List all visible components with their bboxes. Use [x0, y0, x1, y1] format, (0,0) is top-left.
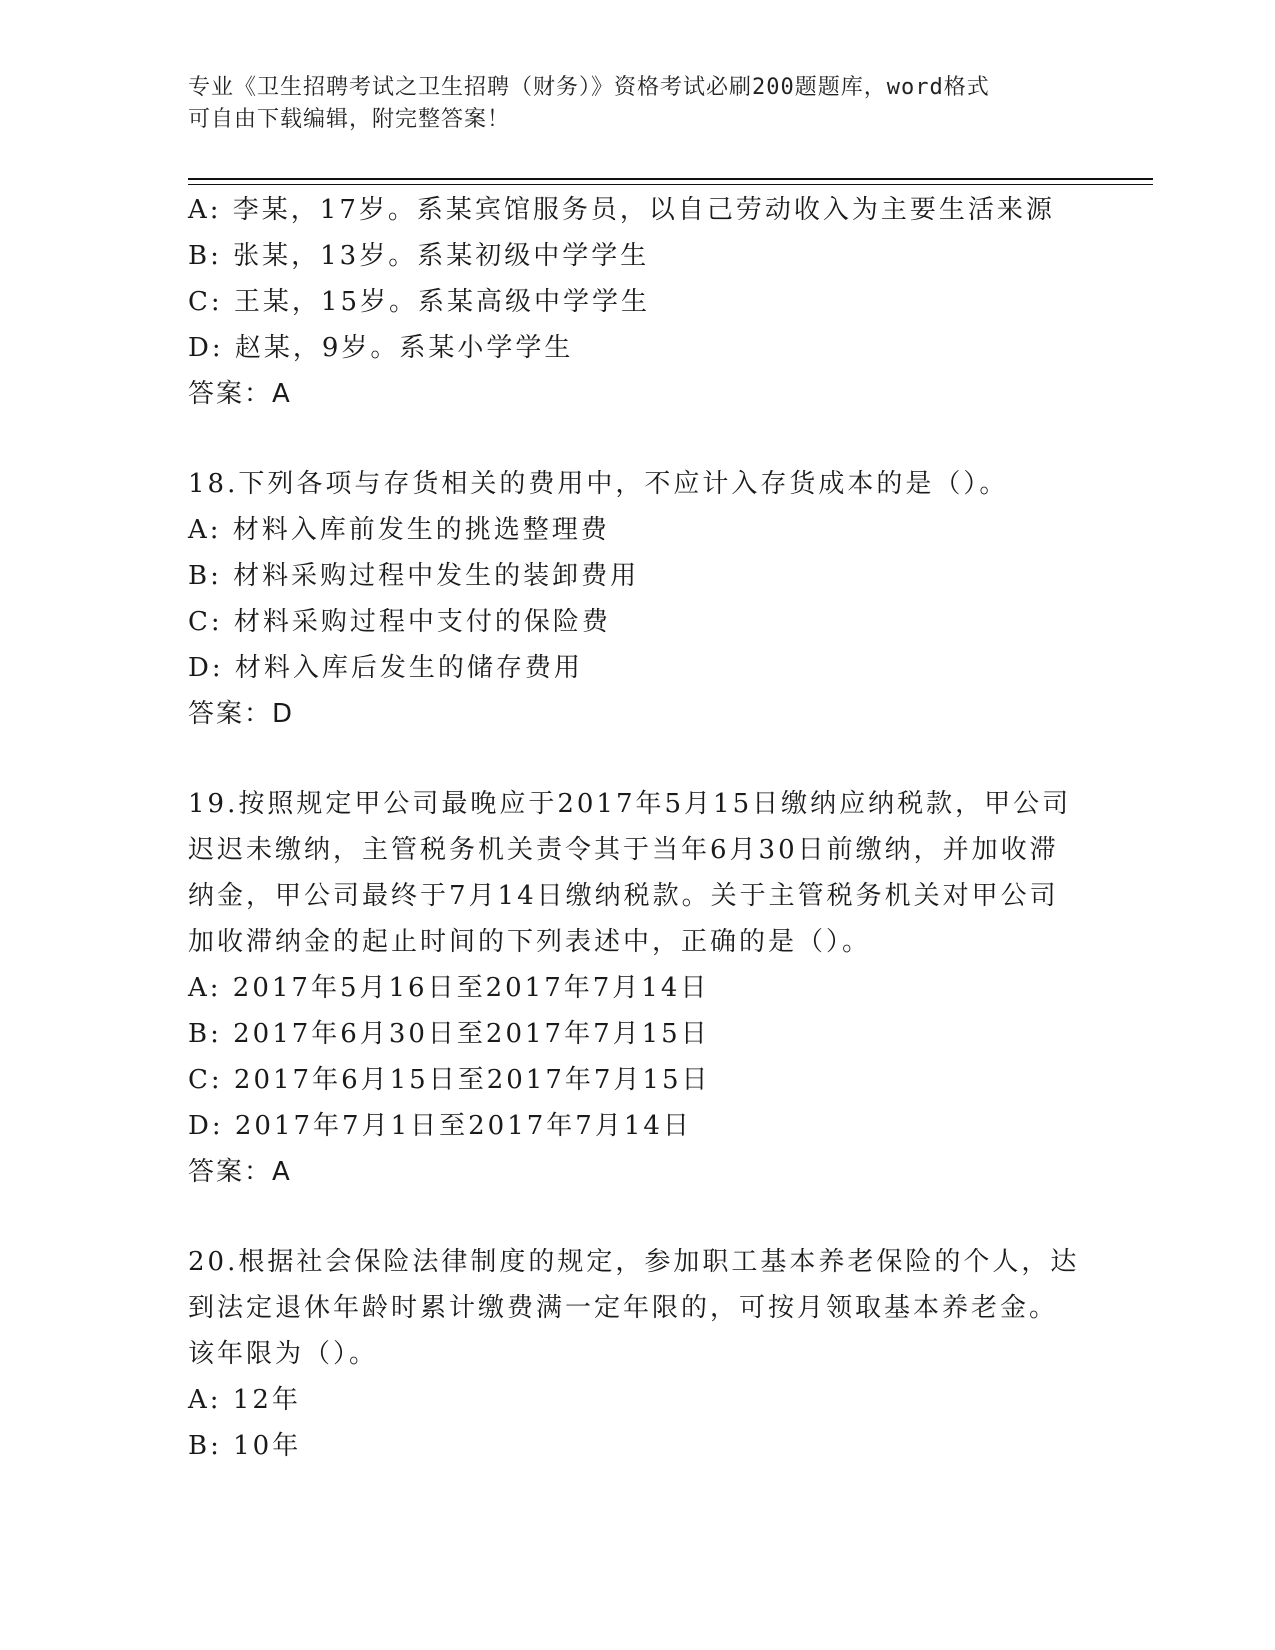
q17-option-a: A: 李某，17岁。系某宾馆服务员，以自己劳动收入为主要生活来源: [188, 195, 1055, 225]
spacer: [188, 1195, 1088, 1239]
q18-option-c: C: 材料采购过程中支付的保险费: [188, 607, 611, 637]
q20-stem-line-1: 20.根据社会保险法律制度的规定，参加职工基本养老保险的个人，达: [188, 1247, 1080, 1277]
q20-stem-line-2: 到法定退休年龄时累计缴费满一定年限的，可按月领取基本养老金。: [188, 1293, 1059, 1323]
q18-stem: 18.下列各项与存货相关的费用中，不应计入存货成本的是（）。: [188, 469, 1009, 499]
q17-option-b: B: 张某，13岁。系某初级中学学生: [188, 241, 650, 271]
q18-option-a: A: 材料入库前发生的挑选整理费: [188, 515, 610, 545]
question-content: [188, 187, 1088, 1469]
q19-stem-line-3: 纳金，甲公司最终于7月14日缴纳税款。关于主管税务机关对甲公司: [188, 881, 1059, 911]
q20-stem-line-3: 该年限为（）。: [188, 1339, 379, 1369]
question-19: [188, 781, 1088, 1195]
document-header: [188, 72, 1068, 136]
header-rule-thick: [188, 178, 1153, 180]
header-line-2: 可自由下载编辑，附完整答案！: [188, 107, 511, 132]
q20-option-a: A: 12年: [188, 1385, 301, 1415]
q19-option-a: A: 2017年5月16日至2017年7月14日: [188, 973, 710, 1003]
q17-option-d: D: 赵某，9岁。系某小学学生: [188, 333, 574, 363]
q17-option-c: C: 王某，15岁。系某高级中学学生: [188, 287, 651, 317]
q17-answer: 答案：A: [188, 379, 292, 409]
q19-stem-line-2: 迟迟未缴纳，主管税务机关责令其于当年6月30日前缴纳，并加收滞: [188, 835, 1059, 865]
question-17: [188, 187, 1088, 417]
header-rule-thin: [188, 184, 1153, 185]
spacer: [188, 737, 1088, 781]
q19-answer: 答案：A: [188, 1157, 292, 1187]
q19-option-d: D: 2017年7月1日至2017年7月14日: [188, 1111, 692, 1141]
q18-option-b: B: 材料采购过程中发生的装卸费用: [188, 561, 640, 591]
spacer: [188, 417, 1088, 461]
q20-option-b: B: 10年: [188, 1431, 302, 1461]
q19-stem-line-1: 19.按照规定甲公司最晚应于2017年5月15日缴纳应纳税款，甲公司: [188, 789, 1072, 819]
question-20: [188, 1239, 1088, 1469]
q19-option-b: B: 2017年6月30日至2017年7月15日: [188, 1019, 710, 1049]
q19-stem-line-4: 加收滞纳金的起止时间的下列表述中，正确的是（）。: [188, 927, 872, 957]
q18-answer: 答案：D: [188, 699, 295, 729]
q19-option-c: C: 2017年6月15日至2017年7月15日: [188, 1065, 711, 1095]
header-line-1: 专业《卫生招聘考试之卫生招聘（财务）》资格考试必刷200题题库，word格式: [188, 75, 990, 100]
q18-option-d: D: 材料入库后发生的储存费用: [188, 653, 583, 683]
question-18: [188, 461, 1088, 737]
